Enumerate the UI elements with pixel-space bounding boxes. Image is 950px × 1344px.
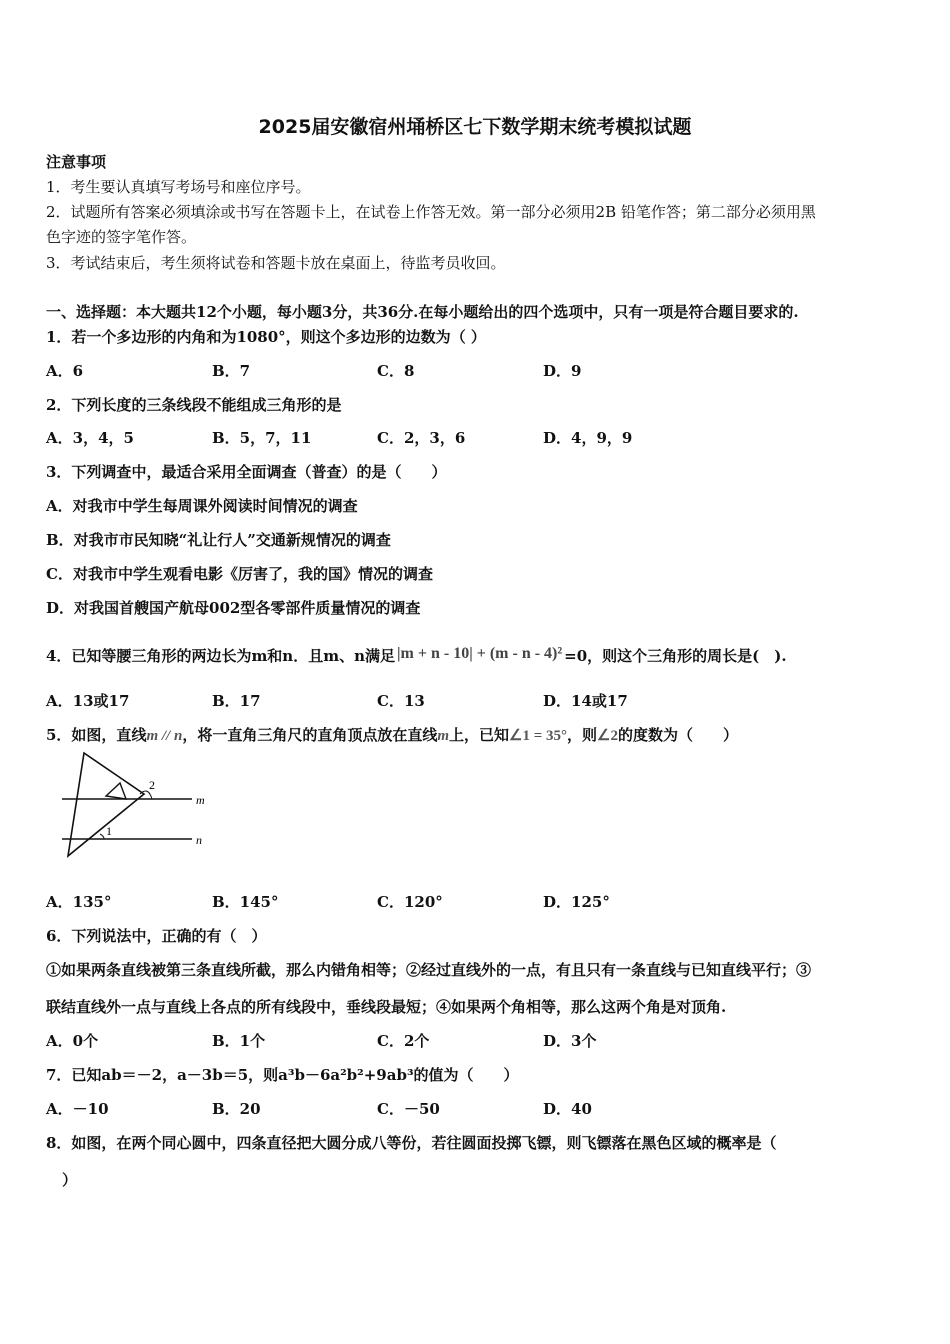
q6-body-2: 联结直线外一点与直线上各点的所有线段中，垂线段最短；④如果两个角相等，那么这两个角是对顶角. [46,998,727,1016]
q4-option-a[interactable]: A．13或17 [46,692,130,710]
triangle-ruler [68,753,144,856]
q1-option-c[interactable]: C．8 [377,362,415,380]
q5-figure [56,750,226,862]
q3-option-c[interactable]: C．对我市中学生观看电影《厉害了，我的国》情况的调查 [46,565,433,583]
q2-option-d[interactable]: D．4，9，9 [543,429,633,447]
q5-option-b[interactable]: B．145° [212,893,279,911]
q7-option-d[interactable]: D．40 [543,1100,592,1118]
q1-option-b[interactable]: B．7 [212,362,251,380]
q6-option-d[interactable]: D．3个 [543,1032,597,1050]
q5-math-angle2: ∠2 [597,728,618,744]
label-m: m [196,793,205,807]
q6-option-a[interactable]: A．0个 [46,1032,99,1050]
q4-option-d[interactable]: D．14或17 [543,692,628,710]
q7-option-c[interactable]: C．－50 [377,1100,440,1118]
q3-option-d[interactable]: D．对我国首艘国产航母002型各零部件质量情况的调查 [46,599,421,617]
q5-stem-e: 的度数为（ ） [617,726,738,744]
q6-option-b[interactable]: B．1个 [212,1032,266,1050]
label-n: n [196,833,202,847]
notice-2-cont: 色字迹的签字笔作答。 [46,228,197,246]
q5-stem [46,725,738,746]
q4-stem-a: 4．已知等腰三角形的两边长为m和n．且m、n满足 [46,647,395,665]
q3-stem: 3．下列调查中，最适合采用全面调查（普查）的是（ ） [46,463,447,481]
notice-1: 1．考生要认真填写考场号和座位序号。 [46,178,311,196]
q5-stem-d: ，则 [567,726,598,744]
q4-formula: |m + n - 10| + (m - n - 4)² [397,645,563,662]
triangle-inner [106,783,126,799]
q6-body-1: ①如果两条直线被第三条直线所截，那么内错角相等；②经过直线外的一点，有且只有一条直线与已知直线平行；③ [46,961,812,979]
q2-option-c[interactable]: C．2，3，6 [377,429,466,447]
q1-stem: 1．若一个多边形的内角和为1080°，则这个多边形的边数为（ ） [46,328,486,346]
q6-option-c[interactable]: C．2个 [377,1032,430,1050]
q7-stem: 7．已知ab＝－2，a－3b＝5，则a³b－6a²b²+9ab³的值为（ ） [46,1066,519,1084]
q5-math-m: m [437,728,449,744]
section-heading: 一、选择题：本大题共12个小题，每小题3分，共36分.在每小题给出的四个选项中，只有一项是符合题目要求的. [46,303,799,321]
q1-option-a[interactable]: A．6 [46,362,84,380]
notice-heading: 注意事项 [46,153,107,171]
q1-option-d[interactable]: D．9 [543,362,582,380]
q4-stem [46,644,787,666]
q4-stem-b: =0，则这个三角形的周长是( ). [564,647,787,665]
q5-stem-b: ，将一直角三角尺的直角顶点放在直线 [182,726,438,744]
label-angle1: 1 [106,824,112,838]
q6-stem: 6．下列说法中，正确的有（ ） [46,927,267,945]
q2-option-b[interactable]: B．5，7，11 [212,429,312,447]
q5-stem-c: 上，已知 [449,726,510,744]
q4-option-c[interactable]: C．13 [377,692,425,710]
q8-stem: 8．如图，在两个同心圆中，四条直径把大圆分成八等份，若往圆面投掷飞镖，则飞镖落在黑色区域的概率是（ [46,1134,777,1152]
q2-stem: 2．下列长度的三条线段不能组成三角形的是 [46,396,342,414]
q5-option-c[interactable]: C．120° [377,893,443,911]
q4-option-b[interactable]: B．17 [212,692,261,710]
q2-option-a[interactable]: A．3，4，5 [46,429,134,447]
q5-math-angle1: ∠1 = 35° [509,728,568,744]
label-angle2: 2 [149,778,155,792]
exam-title: 2025届安徽宿州埇桥区七下数学期末统考模拟试题 [258,116,692,138]
q3-option-b[interactable]: B．对我市市民知晓“礼让行人”交通新规情况的调查 [46,531,391,549]
q5-option-d[interactable]: D．125° [543,893,610,911]
q7-option-a[interactable]: A．－10 [46,1100,109,1118]
q3-option-a[interactable]: A．对我市中学生每周课外阅读时间情况的调查 [46,497,358,515]
q5-option-a[interactable]: A．135° [46,893,112,911]
notice-3: 3．考试结束后，考生须将试卷和答题卡放在桌面上，待监考员收回。 [46,254,506,272]
q7-option-b[interactable]: B．20 [212,1100,261,1118]
q5-stem-a: 5．如图，直线 [46,726,147,744]
q8-stem-cont: ） [62,1171,78,1189]
q5-math-mn: m // n [146,728,183,744]
notice-2: 2．试题所有答案必须填涂或书写在答题卡上，在试卷上作答无效。第一部分必须用2B 铅笔作答；第二部分必须用黑 [46,203,816,221]
